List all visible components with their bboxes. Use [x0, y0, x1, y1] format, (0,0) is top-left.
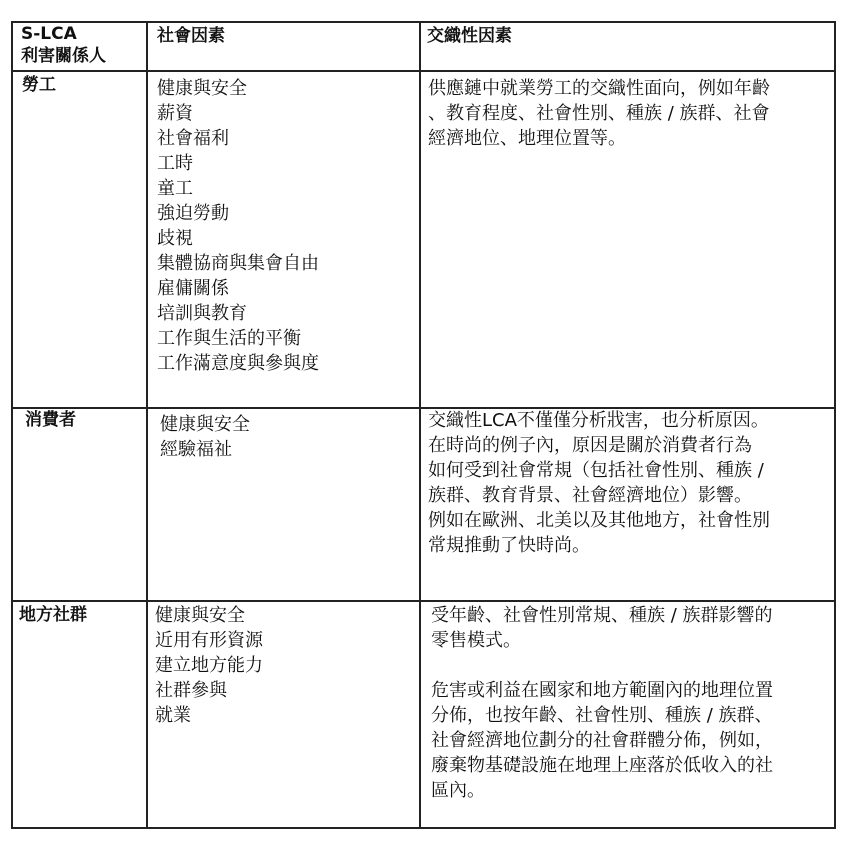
stakeholder-consumers: 消費者	[25, 410, 76, 430]
workers-factors	[157, 76, 319, 376]
text-line: 例如在歐洲、北美以及其他地方，社會性別	[428, 510, 770, 531]
list-item: 就業	[155, 705, 191, 726]
s-lca-table	[11, 21, 836, 829]
column-divider-1	[146, 23, 148, 827]
community-factors	[155, 603, 263, 728]
list-item: 健康與安全	[157, 78, 247, 99]
workers-intersectional	[428, 76, 770, 151]
list-item: 工時	[157, 153, 193, 174]
text-line: 如何受到社會常規（包括社會性別、種族 /	[428, 460, 764, 481]
text-line: 族群、教育背景、社會經濟地位）影響。	[428, 485, 752, 506]
column-divider-2	[419, 23, 421, 827]
list-item: 集體協商與集會自由	[157, 253, 319, 274]
list-item: 雇傭關係	[157, 278, 229, 299]
list-item: 工作滿意度與參與度	[157, 353, 319, 374]
text-line: 在時尚的例子內，原因是關於消費者行為	[428, 435, 752, 456]
text-line: 社會經濟地位劃分的社會群體分佈，例如，	[431, 730, 773, 751]
text-line: 供應鏈中就業勞工的交織性面向，例如年齡	[428, 78, 770, 99]
header-stakeholder	[21, 23, 106, 67]
text-line: 區內。	[431, 780, 485, 801]
text-line: 交織性LCA不僅僅分析戕害，也分析原因。	[428, 410, 769, 431]
list-item: 童工	[157, 178, 193, 199]
text-line: 分佈，也按年齡、社會性別、種族 / 族群、	[431, 705, 773, 726]
header-stakeholder-line1: S-LCA	[21, 24, 77, 44]
list-item: 工作與生活的平衡	[157, 328, 301, 349]
list-item: 薪資	[157, 103, 193, 124]
header-stakeholder-line2: 利害關係人	[21, 46, 106, 66]
paragraph-gap	[431, 653, 773, 678]
header-divider	[13, 70, 834, 72]
list-item: 健康與安全	[160, 414, 250, 435]
header-social-factors: 社會因素	[157, 26, 225, 46]
text-line: 危害或利益在國家和地方範圍內的地理位置	[431, 680, 773, 701]
stakeholder-workers: 勞工	[22, 75, 56, 95]
community-intersectional	[431, 603, 773, 803]
text-line: 廢棄物基礎設施在地理上座落於低收入的社	[431, 755, 773, 776]
text-line: 零售模式。	[431, 630, 521, 651]
list-item: 歧視	[157, 228, 193, 249]
list-item: 經驗福祉	[160, 439, 232, 460]
text-line: 經濟地位、地理位置等。	[428, 128, 626, 149]
consumers-intersectional	[428, 408, 770, 558]
text-line: 受年齡、社會性別常規、種族 / 族群影響的	[431, 605, 773, 626]
text-line: 、教育程度、社會性別、種族 / 族群、社會	[428, 103, 770, 124]
list-item: 強迫勞動	[157, 203, 229, 224]
list-item: 社群參與	[155, 680, 227, 701]
header-intersectional-factors: 交織性因素	[427, 26, 512, 46]
text-line: 常規推動了快時尚。	[428, 535, 590, 556]
list-item: 社會福利	[157, 128, 229, 149]
list-item: 建立地方能力	[155, 655, 263, 676]
row-divider-2	[13, 600, 834, 602]
consumers-factors	[160, 412, 250, 462]
list-item: 近用有形資源	[155, 630, 263, 651]
list-item: 健康與安全	[155, 605, 245, 626]
list-item: 培訓與教育	[157, 303, 247, 324]
stakeholder-local-community: 地方社群	[19, 605, 87, 625]
